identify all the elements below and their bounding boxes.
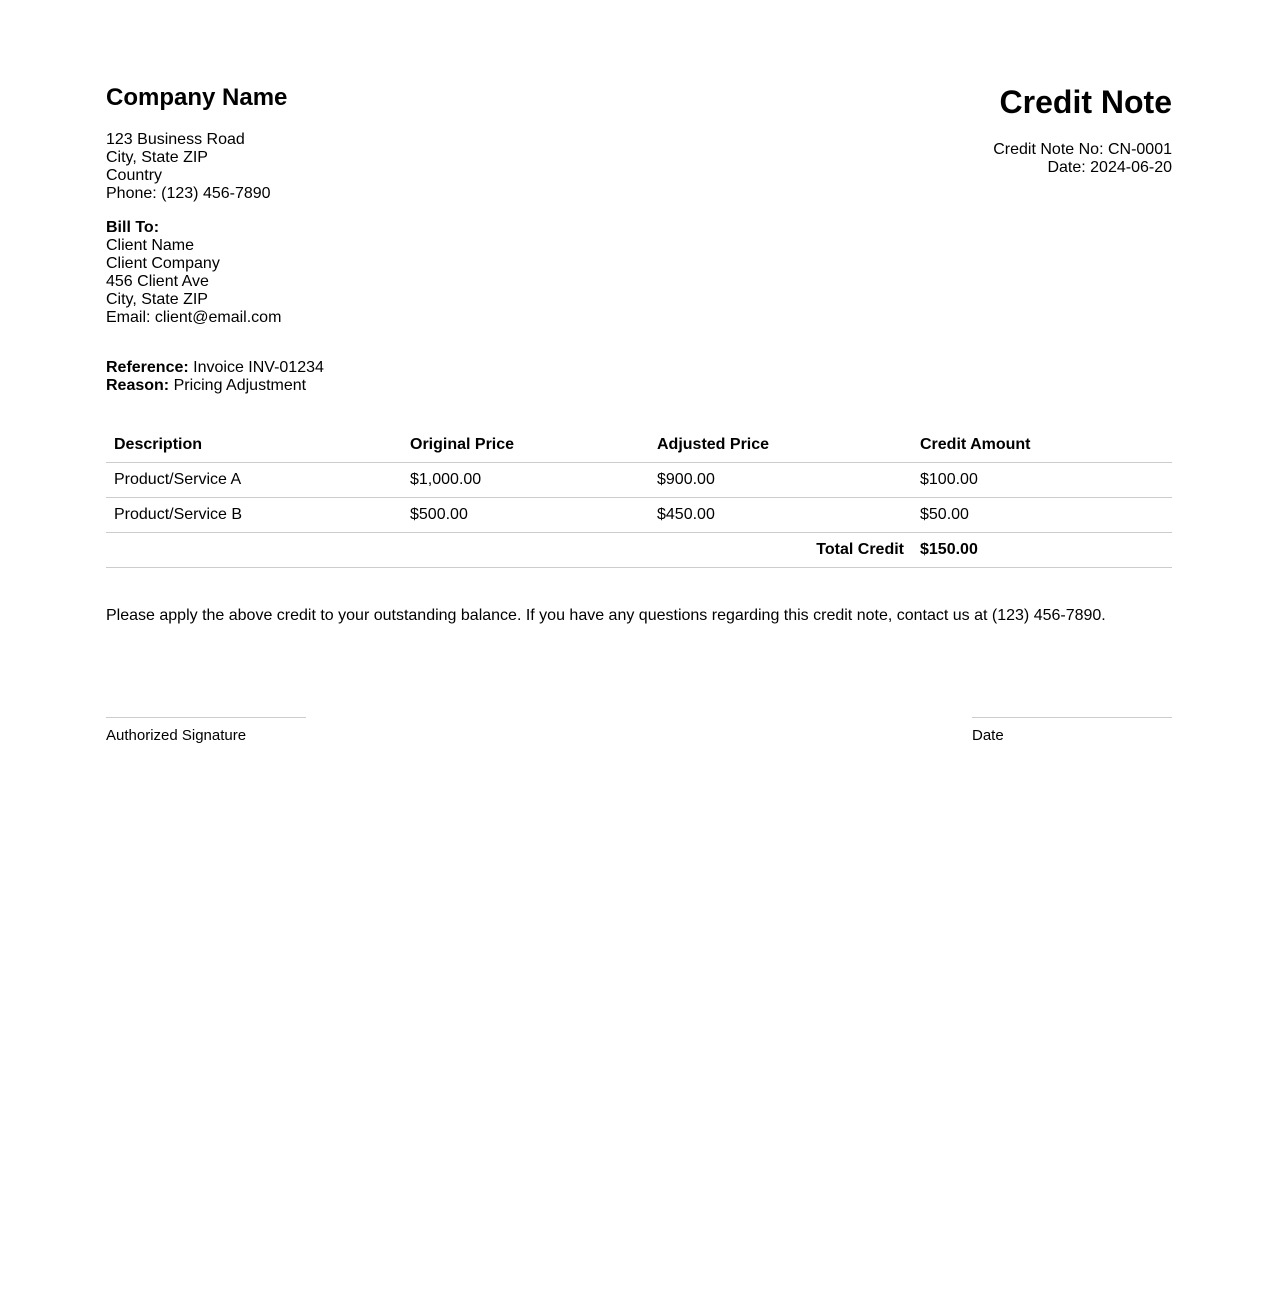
credit-note-number: Credit Note No: CN-0001 [993, 141, 1172, 158]
cell-description: Product/Service A [106, 463, 402, 498]
table-header-row [106, 427, 1172, 463]
credit-note-date: Date: 2024-06-20 [1047, 159, 1172, 176]
company-address [106, 131, 271, 203]
cell-adjusted-price: $450.00 [649, 498, 912, 533]
column-header-adjusted-price: Adjusted Price [649, 427, 912, 463]
total-credit-value: $150.00 [912, 533, 1172, 568]
reference-line [106, 359, 324, 377]
total-credit-label: Total Credit [106, 533, 912, 568]
cell-credit-amount: $50.00 [912, 498, 1172, 533]
credit-items-table [106, 427, 1172, 568]
authorized-signature-line: Authorized Signature [106, 717, 306, 744]
reason-line [106, 377, 324, 395]
client-name: Client Name [106, 237, 195, 254]
column-header-description: Description [106, 427, 402, 463]
document-meta [993, 141, 1172, 177]
document-title: Credit Note [999, 84, 1172, 120]
client-city: City, State ZIP [106, 291, 208, 308]
column-header-original-price: Original Price [402, 427, 649, 463]
bill-to-section [106, 219, 281, 327]
client-company: Client Company [106, 255, 220, 272]
cell-original-price: $500.00 [402, 498, 649, 533]
cell-credit-amount: $100.00 [912, 463, 1172, 498]
table-row [106, 498, 1172, 533]
cell-adjusted-price: $900.00 [649, 463, 912, 498]
signature-date-line: Date [972, 717, 1172, 744]
reason-label: Reason: [106, 377, 170, 394]
company-address-line: Country [106, 167, 163, 184]
reference-value: Invoice INV-01234 [188, 359, 324, 376]
bill-to-label: Bill To: [106, 219, 160, 236]
client-street: 456 Client Ave [106, 273, 209, 290]
reference-section [106, 359, 324, 395]
company-address-line: 123 Business Road [106, 131, 245, 148]
table-row [106, 463, 1172, 498]
client-email: Email: client@email.com [106, 309, 282, 326]
column-header-credit-amount: Credit Amount [912, 427, 1172, 463]
cell-original-price: $1,000.00 [402, 463, 649, 498]
reason-value: Pricing Adjustment [169, 377, 307, 394]
total-row [106, 533, 1172, 568]
payment-note: Please apply the above credit to your outstanding balance. If you have any questions regarding this credit note, contact us at (123) 456-7890. [106, 607, 1106, 624]
company-name: Company Name [106, 84, 288, 111]
company-address-line: City, State ZIP [106, 149, 208, 166]
cell-description: Product/Service B [106, 498, 402, 533]
reference-label: Reference: [106, 359, 189, 376]
company-phone: Phone: (123) 456-7890 [106, 185, 271, 202]
